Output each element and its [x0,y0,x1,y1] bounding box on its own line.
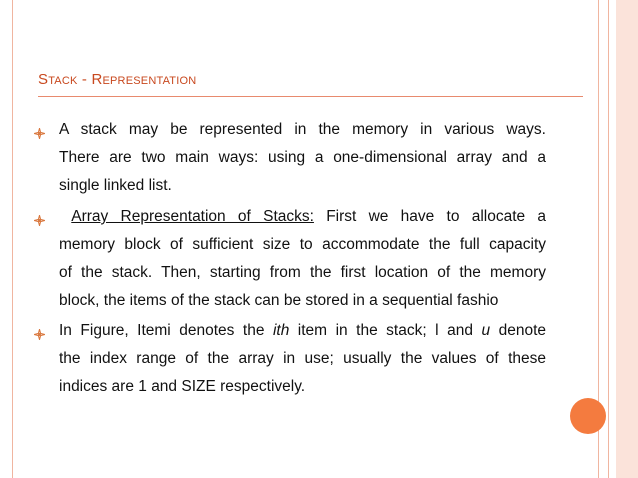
title-underline [38,96,583,97]
decorative-circle [570,398,606,434]
text-fragment: item in the stack; l and [289,322,482,339]
text-fragment: denote [490,322,546,339]
text-line: of the stack. Then, starting from the first location of the memory [59,264,546,281]
italic-ith: ith [272,322,290,339]
text-line: the index range of the array in use; usually the values of these [59,350,546,367]
fleuron-bullet-icon [34,128,45,139]
slide-title: Stack - Representation [38,71,197,88]
text-fragment: First we have to allocate a [313,208,546,225]
text-line [59,317,546,345]
text-line: single linked list. [59,177,172,194]
right-decorative-band [616,0,638,478]
paragraph-figure-description [59,317,546,401]
fleuron-bullet-icon [34,215,45,226]
paragraph-stack-representation [59,116,546,200]
left-border-line [12,0,13,478]
fleuron-bullet-icon [34,329,45,340]
text-line: block, the items of the stack can be stored in a sequential fashio [59,292,499,309]
text-line: memory block of sufficient size to accommodate the full capacity [59,236,546,253]
text-line: A stack may be represented in the memory in various ways. [59,121,546,138]
right-border-line-inner [608,0,609,478]
text-line: indices are 1 and SIZE respectively. [59,378,306,395]
paragraph-array-representation [59,203,546,315]
array-representation-heading: Array Representation of Stacks: [71,208,314,225]
text-line: There are two main ways: using a one-dimensional array and a [59,149,546,166]
italic-u: u [481,322,491,339]
text-fragment: In Figure, Itemi denotes the [59,322,273,339]
text-line [59,203,546,231]
